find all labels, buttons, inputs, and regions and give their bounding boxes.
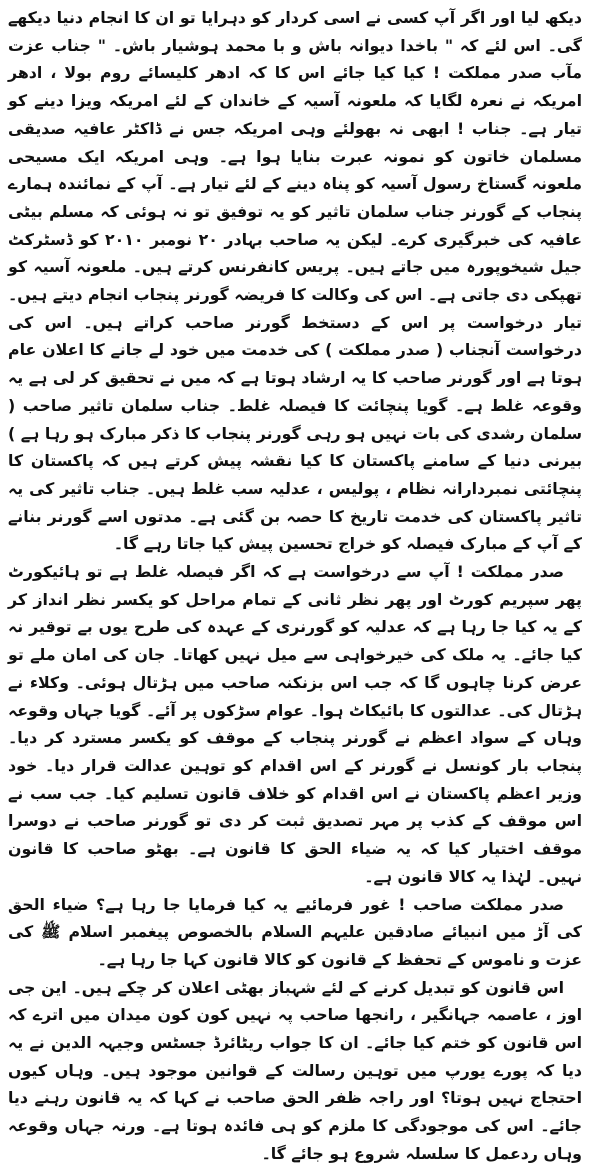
article-paragraph-3: صدر مملکت صاحب ! غور فرمائیے یہ کیا فرمایا جا رہا ہے؟ ضیاء الحق کی آڑ میں انبیائے صادقین علیہم السلام بالخصوص پیغمبر اسلام ﷺ کی عزت و ناموس کے تحفظ کے قانون کو کالا قانون کہا جا رہا ہے۔	[8, 894, 582, 969]
article-paragraph-2: صدر مملکت ! آپ سے درخواست ہے کہ اگر فیصلہ غلط ہے تو ہائیکورٹ پھر سپریم کورٹ اور پھر نظر ثانی کے تمام مراحل کو یکسر نظر انداز کر کے یہ کیا جا رہا ہے کہ عدلیہ کو گورنری کے عہدہ کی طرح یوں بے توقیر نہ کیا جائے۔ یہ ملک کی خیرخواہی سے میل نہیں کھاتا۔ جان کی امان ملے تو عرض کرنا چاہوں گا کہ جب اس بزنکنہ صاحب میں ہڑتال ہوئی۔ وکلاء نے ہڑتال کی۔ عدالتوں کا بائیکاٹ ہوا۔ عوام سڑکوں پر آئے۔ گویا جہاں وقوعہ وہاں کے سواد اعظم نے گورنر پنجاب کے موقف کو یکسر مسترد کر دیا۔ پنجاب بار کونسل نے گورنر کے اس اقدام کو توہین عدالت قرار دیا۔ خود وزیر اعظم پاکستان نے اس اقدام کو خلاف قانون تسلیم کیا۔ جب سب نے اس موقف کے کذب پر مہر تصدیق ثبت کر دی تو گورنر صاحب نے دوسرا موقف اختیار کیا کہ یہ ضیاء الحق کا قانون ہے۔ بھٹو صاحب کا قانون نہیں۔ لہٰذا یہ کالا قانون ہے۔	[8, 562, 582, 886]
article-paragraph-1: دیکھ لیا اور اگر آپ کسی نے اسی کردار کو دہرایا تو ان کا انجام دنیا دیکھے گی۔ اس لئے کہ " باخدا دیوانہ باش و با محمد ہوشیار باش۔ " جناب عزت مآب صدر مملکت ! کیا کیا جائے اس کا کہ ادھر کلیسائے روم بولا ، ادھر امریکہ نے نعرہ لگایا کہ ملعونہ آسیہ کے خاندان کے لئے امریکہ ویزا دینے کو تیار ہے۔ جناب ! ابھی نہ بھولئے وہی امریکہ جس نے ڈاکٹر عافیہ صدیقی مسلمان خاتون کو نمونہ عبرت بنایا ہوا ہے۔ وہی امریکہ ایک مسیحی ملعونہ گستاخ رسول آسیہ کو پناہ دینے کے لئے تیار ہے۔ آپ کے نمائندہ ہمارے پنجاب کے گورنر جناب سلمان تاثیر کو یہ توفیق تو نہ ہوئی کہ مسلم بیٹی عافیہ کی خبرگیری کرے۔ لیکن یہ صاحب بہادر ۲۰ نومبر ۲۰۱۰ کو ڈسٹرکٹ جیل شیخوپورہ میں جاتے ہیں۔ پریس کانفرنس کرتے ہیں۔ ملعونہ آسیہ کو تھپکی دی جاتی ہے۔ اس کی وکالت کا فریضہ گورنر پنجاب انجام دیتے ہیں۔ تیار درخواست پر اس کے دستخط گورنر صاحب کراتے ہیں۔ اس کی درخواست آنجناب ( صدر مملکت ) کی خدمت میں خود لے جانے کا اعلان عام ہوتا ہے اور گورنر صاحب کا یہ ارشاد ہوتا ہے کہ میں نے تحقیق کر لی ہے یہ وقوعہ غلط ہے۔ گویا پنچائت کا فیصلہ غلط۔ جناب سلمان تاثیر صاحب ( سلمان رشدی کی بات نہیں ہو رہی گورنر پنجاب کا ذکر مبارک ہو رہا ہے ) بیرنی دنیا کے سامنے پاکستان کا کیا نقشہ پیش کرتے ہیں کہ پاکستان کا پنچائتی نمبردارانہ نظام ، پولیس ، عدلیہ سب غلط ہیں۔ جناب تاثیر کی یہ تاثیر پاکستان کی خدمت تاریخ کا حصہ بن گئی ہے۔ مدتوں اسے گورنر بنانے کے آپ کے مبارک فیصلہ کو خراج تحسین پیش کیا جاتا رہے گا۔	[8, 8, 583, 554]
article-paragraph-4: اس قانون کو تبدیل کرنے کے لئے شہباز بھٹی اعلان کر چکے ہیں۔ این جی اوز ، عاصمہ جہانگیر ، رانجھا صاحب پہ نہیں کون کون میدان میں اترے کہ اس قانون کو ختم کیا جائے۔ ان کا جواب ریٹائرڈ جسٹس وجیہہ الدین نے یہ دیا کہ پورے یورپ میں توہین رسالت کے قوانین موجود ہیں۔ وہاں کیوں احتجاج نہیں ہوتا؟ اور راجہ ظفر الحق صاحب نے کہا کہ یہ قانون رہنے دیا جائے۔ اس کی موجودگی کا ملزم کو ہی فائدہ ہوتا ہے۔ ورنہ جہاں وقوعہ وہاں ردعمل کا سلسلہ شروع ہو جائے گا۔	[8, 977, 582, 1163]
